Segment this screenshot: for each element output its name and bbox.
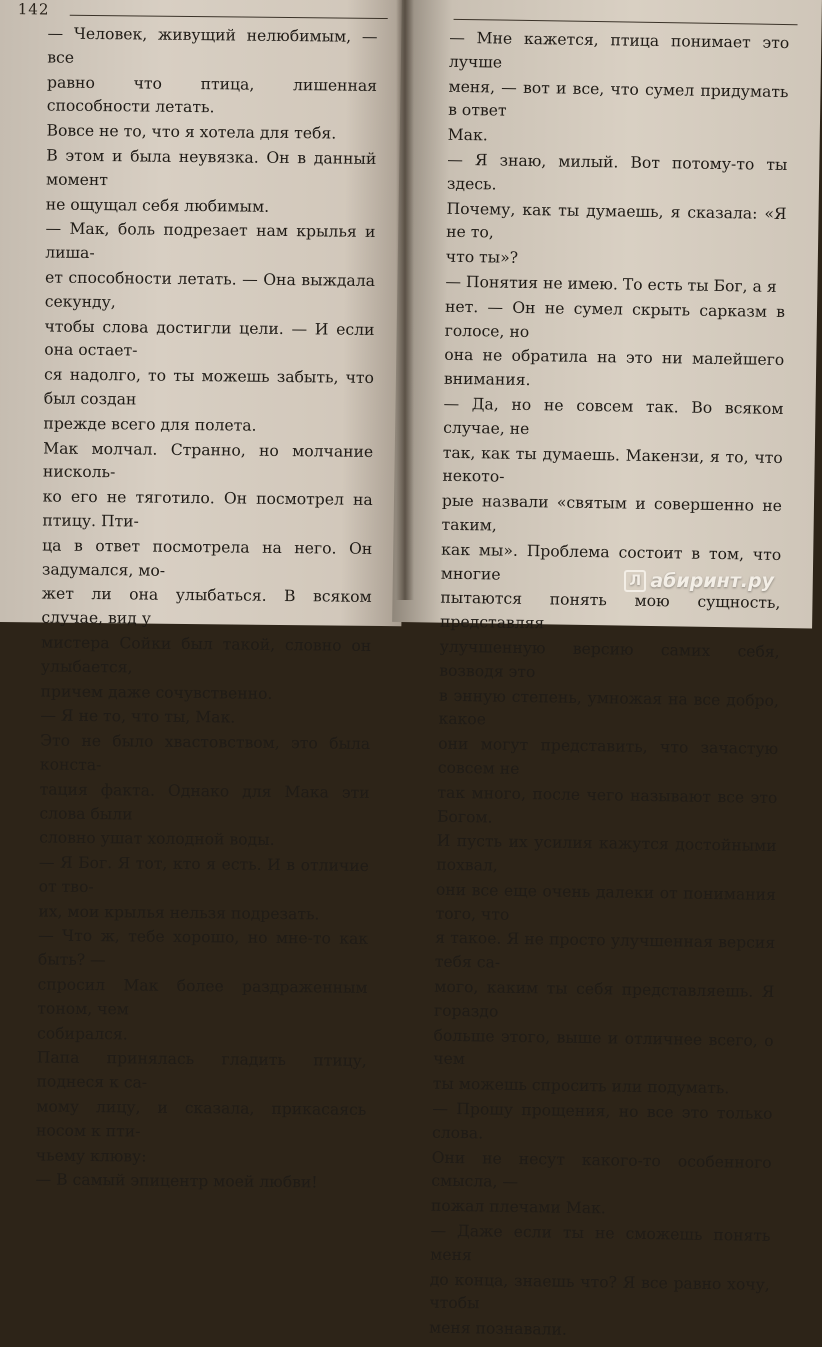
text-line: собирался. xyxy=(37,1024,128,1044)
text-line: — Я не то, что ты, Мак. xyxy=(40,706,236,727)
text-line: — В самый эпицентр моей любви! xyxy=(35,1170,318,1192)
text-line: причем даже сочувственно. xyxy=(40,681,273,703)
text-line: Почему, как ты думаешь, я сказала: «Я не то, xyxy=(446,199,787,242)
text-line: в энную степень, умножая на все добро, какое xyxy=(438,686,780,729)
page-number: 142 xyxy=(17,0,50,19)
text-line: Это не было хвастовством, это была конста- xyxy=(39,731,371,775)
text-line: ет способности летать. — Она выждала секунду, xyxy=(44,268,376,311)
text-line: чьему клюву: xyxy=(35,1146,147,1166)
text-line: улучшенную версию самих себя, возводя это xyxy=(439,637,780,681)
text-line: — Да, но не совсем так. Во всяком случае, не xyxy=(443,394,784,438)
text-line: меня познавали. xyxy=(428,1318,568,1339)
text-line: ты можешь спросить или подумать. xyxy=(432,1074,730,1098)
right-page-text xyxy=(429,27,790,1347)
text-line: жет ли она улыбаться. В всяком случае, вид у xyxy=(41,584,372,628)
text-line: — Я знаю, милый. Вот потому-то ты здесь. xyxy=(446,150,788,194)
header-rule xyxy=(454,19,798,25)
book-spine-shadow xyxy=(396,0,414,600)
right-page xyxy=(392,0,822,1339)
text-line: — Человек, живущий нелюбимым, — все xyxy=(47,24,378,67)
text-line: до конца, знаешь что? Я все равно хочу, чтобы xyxy=(429,1270,770,1313)
text-line: — Даже если ты не сможешь понять меня xyxy=(430,1221,771,1265)
text-line: — Что ж, тебе хорошо, но мне-то как быть? — xyxy=(37,926,369,970)
labirint-watermark xyxy=(624,570,774,592)
labirint-logo-icon: Л xyxy=(624,570,646,592)
text-line: Папа принялась гладить птицу, поднеся к са- xyxy=(36,1048,367,1092)
text-line: как мы». Проблема состоит в том, что многие xyxy=(440,540,782,584)
left-page-text xyxy=(35,23,377,1198)
text-line: Вовсе не то, что я хотела для тебя. xyxy=(46,121,337,143)
text-line: спросил Мак более раздраженным тоном, чем xyxy=(37,975,368,1019)
text-line: — Понятия не имею. То есть ты Бог, а я xyxy=(445,272,777,296)
text-line: В этом и была неувязка. Он в данный момент xyxy=(45,146,377,189)
header-rule xyxy=(70,15,388,19)
text-line: чтобы слова достигли цели. — И если она остает- xyxy=(44,317,375,360)
text-line: что ты»? xyxy=(445,247,519,268)
text-line: ся надолго, то ты можешь забыть, что был создан xyxy=(43,365,375,409)
text-line: Мак. xyxy=(447,125,488,145)
text-line: они могут представить, что зачастую совсем не xyxy=(437,734,779,778)
text-line: больше этого, выше и отличнее всего, о чем xyxy=(433,1026,774,1069)
text-line: ко его не тяготило. Он посмотрел на птицу. Пти- xyxy=(42,487,373,531)
text-line: — Мне кажется, птица понимает это лучше xyxy=(448,28,790,72)
text-line: И пусть их усилия кажутся достойными похвал, xyxy=(436,831,777,875)
text-line: я такое. Я не просто улучшенная версия тебя са- xyxy=(434,929,776,972)
text-line: так много, после чего называют все это Богом. xyxy=(436,783,778,827)
text-line: Они не несут какого-то особенного смысла, — xyxy=(431,1148,772,1192)
text-line: пытаются понять мою сущность, представляя xyxy=(439,589,781,633)
text-line: Мак молчал. Странно, но молчание нисколь- xyxy=(42,439,374,482)
text-line: прежде всего для полета. xyxy=(43,414,257,435)
text-line: ца в ответ посмотрела на него. Он задумался, мо- xyxy=(41,536,373,580)
text-line: мого, каким ты себя представляешь. Я гораздо xyxy=(433,977,775,1021)
text-line: равно что птица, лишенная способности летать. xyxy=(46,73,378,117)
text-line: тация факта. Однако для Мака эти слова были xyxy=(39,780,370,823)
text-line: она не обратила на это ни малейшего внимания. xyxy=(443,346,785,390)
text-line: — Я Бог. Я тот, кто я есть. И в отличие от тво- xyxy=(38,853,369,896)
text-line: пожал плечами Мак. xyxy=(430,1196,606,1218)
text-line: мистера Сойки был такой, словно он улыбается, xyxy=(40,633,372,677)
text-line: мому лицу, и сказала, прикасаясь носом к пти- xyxy=(35,1097,367,1141)
left-page xyxy=(0,0,408,1192)
text-line: — Прошу прощения, но все это только слова. xyxy=(431,1099,773,1143)
text-line: нет. — Он не сумел скрыть сарказм в голосе, но xyxy=(444,297,786,341)
text-line: так, как ты думаешь. Макензи, я то, что некото- xyxy=(442,443,783,487)
text-line: не ощущал себя любимым. xyxy=(45,195,270,216)
text-line: они все еще очень далеки от понимания того, что xyxy=(435,880,777,924)
text-line: меня, — вот и все, что сумел придумать в ответ xyxy=(448,77,789,121)
text-line: словно ушат холодной воды. xyxy=(39,828,275,850)
text-line: рые назвали «святым и совершенно не таким, xyxy=(441,491,783,535)
text-line: — Мак, боль подрезает нам крылья и лиша- xyxy=(45,219,376,263)
watermark-text: абиринт.ру xyxy=(650,570,774,592)
text-line: их, мои крылья нельзя подрезать. xyxy=(38,902,320,924)
